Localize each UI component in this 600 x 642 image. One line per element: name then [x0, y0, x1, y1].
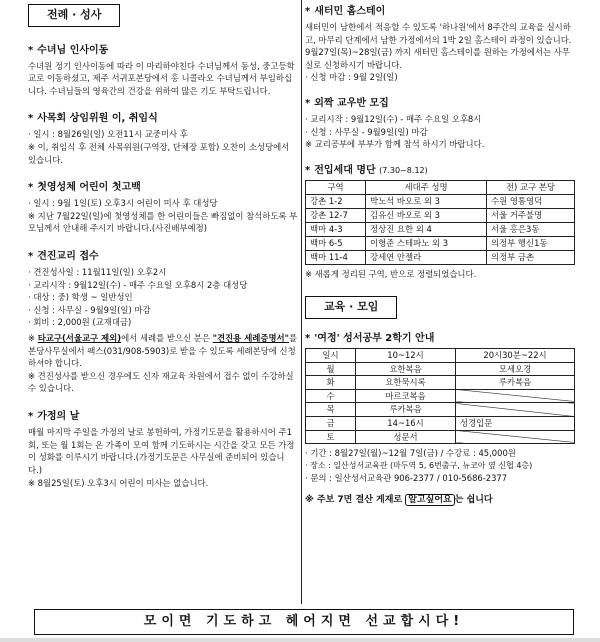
table-cell: 금 [306, 417, 356, 431]
table-row [306, 194, 575, 208]
confirmation-note-1: ※ 타교구(서울교구 제외)에서 세례를 받으신 분은 "견진용 세례증명서"를 본당사무실에서 팩스(031/908-5903)로 받을 수 있도록 세례본당에 신청하셔야 합니다. [28, 333, 298, 369]
section-title-new-households: * 전입세대 명단 (7.30~8.12) [305, 164, 428, 176]
table-row [306, 430, 575, 444]
table-cell: 요한묵시록 [356, 376, 456, 390]
star-icon: * [305, 6, 311, 17]
table-header-cell: 구역 [306, 180, 366, 194]
spouse-class-start: · 교리시작 : 9월12일(수) - 매주 수요일 오후8시 [305, 114, 482, 125]
committee-date: · 일시 : 8월26일(일) 오전11시 교중미사 후 [28, 129, 188, 140]
table-header-row [306, 180, 575, 194]
family-day-note: ※ 8월25일(토) 오후3시 어린이 미사는 없습니다. [28, 477, 209, 488]
table-row [306, 236, 575, 250]
table-row [306, 208, 575, 222]
section-title-confirmation: * 견진교리 접수 [28, 250, 99, 262]
bottom-strip [0, 638, 600, 642]
star-icon: * [28, 411, 34, 423]
star-icon: * [305, 332, 311, 344]
table-header-cell: 세대주 성명 [366, 180, 487, 194]
table-header-cell: 일시 [306, 348, 356, 362]
table-cell: 목 [306, 403, 356, 417]
confirmation-fee: · 회비 : 2,000원 (교재대금) [28, 317, 132, 328]
bible-study-table [305, 348, 575, 444]
table-cell: 루카복음 [456, 376, 575, 390]
table-header-cell: 20시30분~22시 [456, 348, 575, 362]
left-column [28, 0, 298, 489]
table-header-cell: 10~12시 [356, 348, 456, 362]
table-cell-empty [456, 403, 575, 417]
section-title-committee-ceremony: * 사목회 상임위원 이, 취임식 [28, 113, 158, 125]
table-cell: 토 [306, 430, 356, 444]
table-cell: 성경입문 [456, 417, 575, 431]
homestay-body: 새터민이 남한에서 적응할 수 있도록 '하나원'에서 8주간의 교육을 실시하고, 마무리 단계에서 남한 가정에서의 1박 2일 홈스테이 과정이 있습니다. 9월27일(목)~28일(금) 까지 새터민 홈스테이를 원하는 가정에서는 사무실로 신청하시기 바랍니다. [305, 22, 572, 70]
table-cell: 이형준 스테파노 외 3 [366, 236, 487, 250]
confession-note: ※ 지난 7월22일(일)에 첫영성체를 한 어린이들은 빠짐없이 참석하도록 부모님께서 안내해 주시기 바랍니다.(사진배부예정) [28, 210, 298, 234]
table-cell: 정상진 요한 외 4 [366, 222, 487, 236]
bible-study-period: · 기간 : 8월27일(월)~12월 7일(금) / 수강료 : 45,000원 [305, 448, 516, 459]
new-households-table [305, 180, 575, 265]
table-cell: 요한복음 [356, 362, 456, 376]
homestay-deadline: · 신청 마감 : 9월 2일(일) [305, 72, 398, 83]
star-icon: * [28, 44, 34, 56]
right-column [305, 0, 575, 508]
table-cell: 월 [306, 362, 356, 376]
section-title-homestay: * 새터민 홈스테이 [305, 6, 386, 17]
table-cell: 성문서 [356, 430, 456, 444]
table-cell: 강세연 안젤라 [366, 250, 487, 264]
footer-slogan: 모이면 기도하고 헤어지면 선교합시다! [34, 609, 574, 635]
table-cell: 수원 영통영덕 [487, 194, 575, 208]
table-cell: 서울 거주불명 [487, 208, 575, 222]
table-cell: 강촌 1-2 [306, 194, 366, 208]
confession-date: · 일시 : 9월 1일(토) 오후3시 어린이 미사 후 대성당 [28, 198, 218, 209]
bible-study-place: · 장소 : 일산성서교육관 (마두역 5, 6번출구, 뉴코아 옆 신협 4층) [305, 460, 533, 470]
confirmation-target: · 대상 : 중) 학생 ~ 일반성인 [28, 292, 133, 303]
table-cell: 루카복음 [356, 403, 456, 417]
star-icon: * [28, 182, 34, 194]
column-divider [301, 0, 302, 604]
table-cell: 박노석 바오로 외 3 [366, 194, 487, 208]
section-title-first-confession: * 첫영성체 어린이 첫고백 [28, 182, 141, 194]
table-row [306, 362, 575, 376]
table-cell: 마르코복음 [356, 389, 456, 403]
table-cell: 의정부 행신1동 [487, 236, 575, 250]
table-cell: 백마 4-3 [306, 222, 366, 236]
section-title-spouse-class: * 외짝 교우반 모집 [305, 98, 389, 110]
table-cell: 서울 홍은3동 [487, 222, 575, 236]
table-cell: 화 [306, 376, 356, 390]
section-title-family-day: * 가정의 날 [28, 411, 80, 423]
section-box-title-liturgy: 전례 · 성사 [28, 4, 120, 27]
table-cell: 수 [306, 389, 356, 403]
confirmation-date: · 견진성사일 : 11월11일(일) 오후2시 [28, 266, 167, 277]
table-row [306, 222, 575, 236]
table-cell: 백마 6-5 [306, 236, 366, 250]
bible-study-contact: · 문의 : 일산성서교육관 906-2377 / 010-5686-2377 [305, 472, 508, 483]
table-row [306, 376, 575, 390]
star-icon: * [305, 164, 311, 176]
table-row [306, 403, 575, 417]
section-title-nun-transfer: * 수녀님 인사이동 [28, 44, 109, 56]
table-cell: 백마 11-4 [306, 250, 366, 264]
bulletin-notice: ※ 주보 7면 결산 게재로 알고싶어요 는 쉽니다 [305, 495, 493, 506]
section-box-title-education: 교육 · 모임 [305, 296, 397, 319]
table-header-row [306, 348, 575, 362]
spouse-class-note: ※ 교리공부에 부부가 함께 참석 하시기 바랍니다. [305, 139, 485, 150]
committee-note: ※ 이, 취임식 후 전체 사목위원(구역장, 단체장 포함) 오찬이 소성당에서 있습니다. [28, 141, 290, 165]
spouse-class-apply: · 신청 : 사무실 - 9월9일(일) 마감 [305, 126, 428, 137]
table-header-cell: 전) 교구 본당 [487, 180, 575, 194]
family-day-body: 매월 마지막 주일을 가정의 날로 봉헌하여, 가정기도문을 활용하시어 주1회, 또는 월 1회는 온 가족이 모여 함께 기도하시는 시간을 갖고 모든 가정이 성화를 이루시기 바랍니다.(가정기도문은 사무실에 준비되어 있습니다.) [28, 427, 295, 475]
star-icon: * [28, 113, 34, 125]
new-households-note: ※ 새롭게 정리된 구역, 반으로 정렬되었습니다. [305, 268, 477, 279]
section-title-bible-study: * '여정' 성서공부 2학기 안내 [305, 332, 435, 344]
table-cell: 강촌 12-7 [306, 208, 366, 222]
table-row [306, 250, 575, 264]
table-row [306, 417, 575, 431]
table-cell-empty [456, 430, 575, 444]
confirmation-class-start: · 교리시작 : 9월12일(수) - 매주 수요일 오후8시 2층 대성당 [28, 279, 248, 290]
star-icon: * [305, 98, 311, 110]
table-cell: 모세오경 [456, 362, 575, 376]
star-icon: * [28, 250, 34, 262]
confirmation-note-2: ※ 견진성사를 받으신 경우에도 신자 재교육 차원에서 접수 없이 수강하실 수 있습니다. [28, 370, 294, 394]
table-cell-empty [456, 389, 575, 403]
table-cell: 김유신 바오로 외 3 [366, 208, 487, 222]
confirmation-apply: · 신청 : 사무실 - 9월9일(일) 마감 [28, 304, 151, 315]
nun-transfer-body: 수녀원 정기 인사이동에 따라 이 마리하야친다 수녀님께서 동성, 중고등학교로 이동하셨고, 제주 서귀포본당에서 홍 니콜라오 수녀님께서 부임하십니다. 수녀님들의 영육간의 건강을 위하여 많은 기도 부탁드립니다. [28, 60, 295, 96]
table-cell: 14~16시 [356, 417, 456, 431]
table-cell: 의정부 금촌 [487, 250, 575, 264]
table-row [306, 389, 575, 403]
